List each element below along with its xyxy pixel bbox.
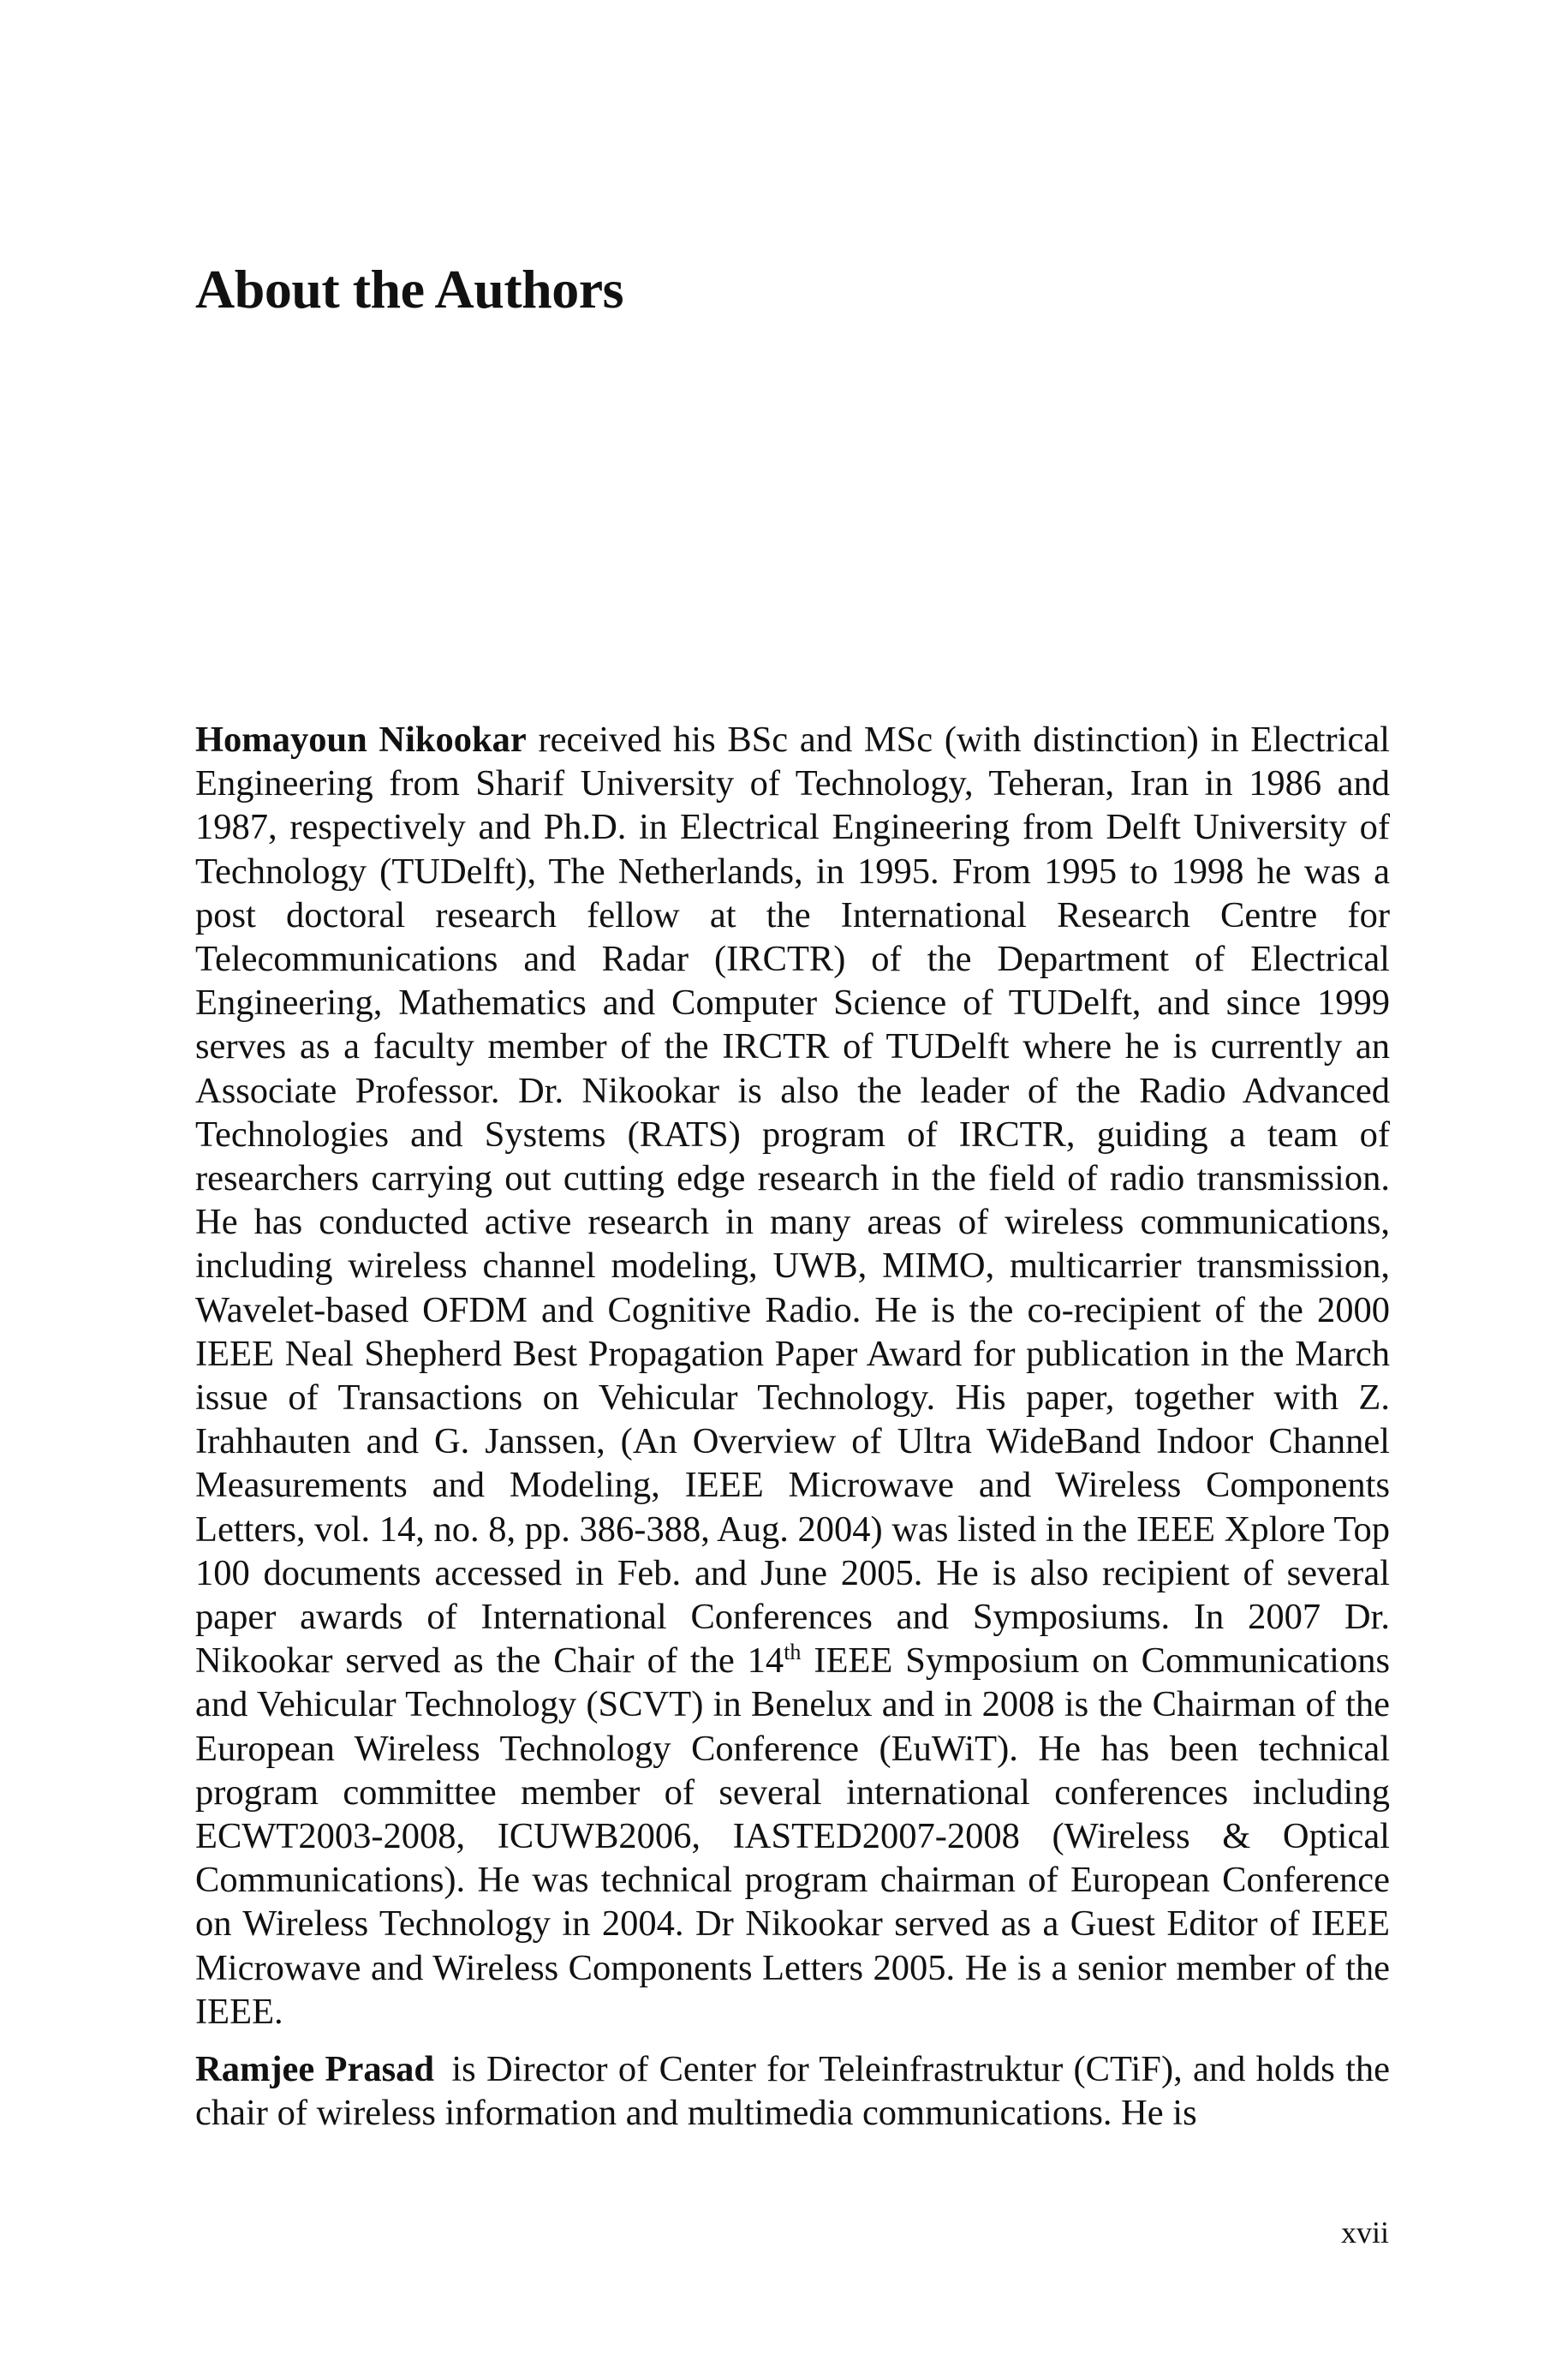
author-bio-nikookar bbox=[195, 718, 1390, 2034]
ordinal-suffix: th bbox=[784, 1640, 802, 1665]
bio-text: IEEE Symposium on Communications and Vehicular Technology (SCVT) in Benelux and in 2008 is the Chairman of the European Wireless Technology Conference (EuWiT). He has been technical program committee member of several international conferences including ECWT2003-2008, ICUWB2006, IASTED2007-2008 (Wireless & Optical Communications). He was technical program chairman of European Conference on Wireless Technology in 2004. Dr Nikookar served as a Guest Editor of IEEE Microwave and Wireless Components Letters 2005. He is a senior member of the IEEE. bbox=[195, 1640, 1390, 2032]
author-bio-prasad bbox=[195, 2047, 1390, 2135]
bio-text: is Director of Center for Teleinfrastruktur (CTiF), and holds the chair of wireless information and multimedia communications. He is bbox=[195, 2049, 1391, 2134]
author-name: Homayoun Nikookar bbox=[195, 720, 527, 760]
page-number: xvii bbox=[1340, 2215, 1389, 2250]
bio-text: received his BSc and MSc (with distinction) in Electrical Engineering from Sharif University of Technology, Teheran, Iran in 1986 and 1987, respectively and Ph.D. in Electrical Engineering from Delft University of Technology (TUDelft), The Netherlands, in 1995. From 1995 to 1998 he was a post doctoral research fellow at the International Research Centre for Telecommunications and Radar (IRCTR) of the Department of Electrical Engineering, Mathematics and Computer Science of TUDelft, and since 1999 serves as a faculty member of the IRCTR of TUDelft where he is currently an Associate Professor. Dr. Nikookar is also the leader of the Radio Advanced Technologies and Systems (RATS) program of IRCTR, guiding a team of researchers carrying out cutting edge research in the field of radio transmission. He has conducted active research in many areas of wireless communications, including wireless channel modeling, UWB, MIMO, multicarrier transmission, Wavelet-based OFDM and Cognitive Radio. He is the co-recipient of the 2000 IEEE Neal Shepherd Best Propagation Paper Award for publication in the March issue of Transactions on Vehicular Technology. His paper, together with Z. Irahhauten and G. Janssen, (An Overview of Ultra WideBand Indoor Channel Measurements and Modeling, IEEE Microwave and Wireless Components Letters, vol. 14, no. 8, pp. 386-388, Aug. 2004) was listed in the IEEE Xplore Top 100 documents accessed in Feb. and June 2005. He is also recipient of several paper awards of International Conferences and Symposiums. In 2007 Dr. Nikookar served as the Chair of the 14 bbox=[195, 720, 1391, 1682]
page-title: About the Authors bbox=[195, 259, 624, 320]
author-bios bbox=[195, 718, 1390, 2136]
author-name: Ramjee Prasad bbox=[195, 2049, 435, 2090]
